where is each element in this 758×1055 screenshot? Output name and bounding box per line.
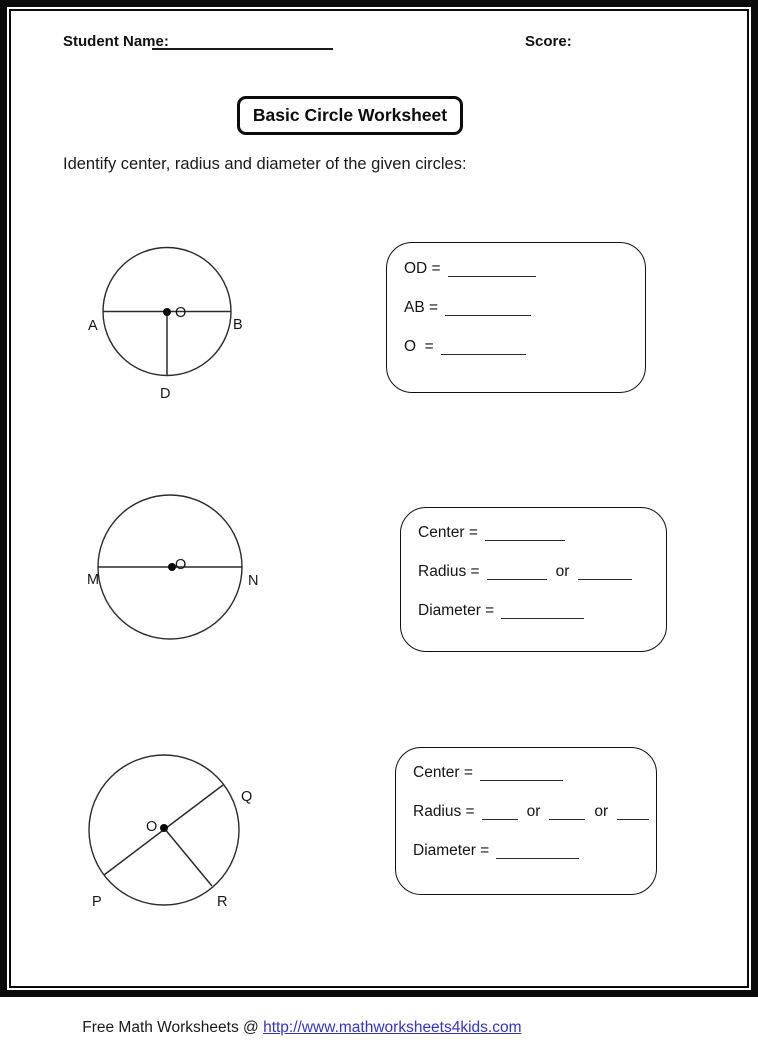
answer-row xyxy=(404,249,645,288)
worksheet-title: Basic Circle Worksheet xyxy=(252,105,448,125)
center-label: O xyxy=(146,819,158,835)
point-label-n: N xyxy=(248,573,259,589)
point-label-m: M xyxy=(87,572,100,588)
answer-blank xyxy=(482,803,518,820)
answer-label: OD = xyxy=(404,259,441,277)
answer-row xyxy=(413,831,656,870)
answer-blank xyxy=(578,563,632,580)
answer-box-2 xyxy=(400,507,667,652)
answer-blank xyxy=(480,764,563,781)
answer-row xyxy=(404,288,645,327)
answer-label: AB = xyxy=(404,298,439,316)
circle-diagram-3 xyxy=(60,745,320,915)
worksheet-title-box xyxy=(237,96,463,135)
instruction-text: Identify center, radius and diameter of the given circles: xyxy=(63,155,467,173)
answer-box-1 xyxy=(386,242,646,393)
answer-label: Diameter = xyxy=(413,841,490,859)
center-label: O xyxy=(175,305,187,321)
answer-row xyxy=(404,327,645,366)
answer-row xyxy=(418,552,666,591)
or-label: or xyxy=(594,802,609,820)
point-label-q: Q xyxy=(241,789,253,805)
circle-diagram-2 xyxy=(60,485,320,650)
answer-row xyxy=(418,513,666,552)
answer-label: O = xyxy=(404,337,434,355)
radius-line-or xyxy=(164,828,212,886)
footer-text: Free Math Worksheets @ xyxy=(82,1019,264,1036)
or-label: or xyxy=(526,802,541,820)
answer-blank xyxy=(448,260,536,277)
point-label-b: B xyxy=(233,317,243,333)
score-label: Score: xyxy=(525,33,572,50)
footer-credit xyxy=(65,1001,522,1055)
answer-row xyxy=(418,591,666,630)
answer-blank xyxy=(549,803,585,820)
answer-blank xyxy=(496,842,579,859)
answer-label: Center = xyxy=(418,523,478,541)
point-label-p: P xyxy=(92,894,102,910)
student-name-blank-line xyxy=(152,36,333,50)
center-dot xyxy=(163,308,171,316)
point-label-a: A xyxy=(88,318,98,334)
answer-blank xyxy=(441,338,526,355)
answer-row xyxy=(413,792,656,831)
center-label: O xyxy=(175,557,187,573)
circle-diagram-1 xyxy=(60,235,320,410)
answer-label: Diameter = xyxy=(418,601,495,619)
or-label: or xyxy=(555,562,570,580)
answer-blank xyxy=(485,524,565,541)
answer-blank xyxy=(501,602,584,619)
answer-label: Center = xyxy=(413,763,473,781)
point-label-d: D xyxy=(160,386,171,402)
center-dot xyxy=(160,824,168,832)
answer-blank xyxy=(617,803,649,820)
answer-box-3 xyxy=(395,747,657,895)
answer-label: Radius = xyxy=(418,562,480,580)
answer-blank xyxy=(487,563,547,580)
answer-row xyxy=(413,753,656,792)
answer-label: Radius = xyxy=(413,802,475,820)
point-label-r: R xyxy=(217,894,228,910)
answer-blank xyxy=(445,299,531,316)
footer-link[interactable]: http://www.mathworksheets4kids.com xyxy=(263,1019,522,1036)
student-name-label: Student Name: xyxy=(63,33,169,50)
